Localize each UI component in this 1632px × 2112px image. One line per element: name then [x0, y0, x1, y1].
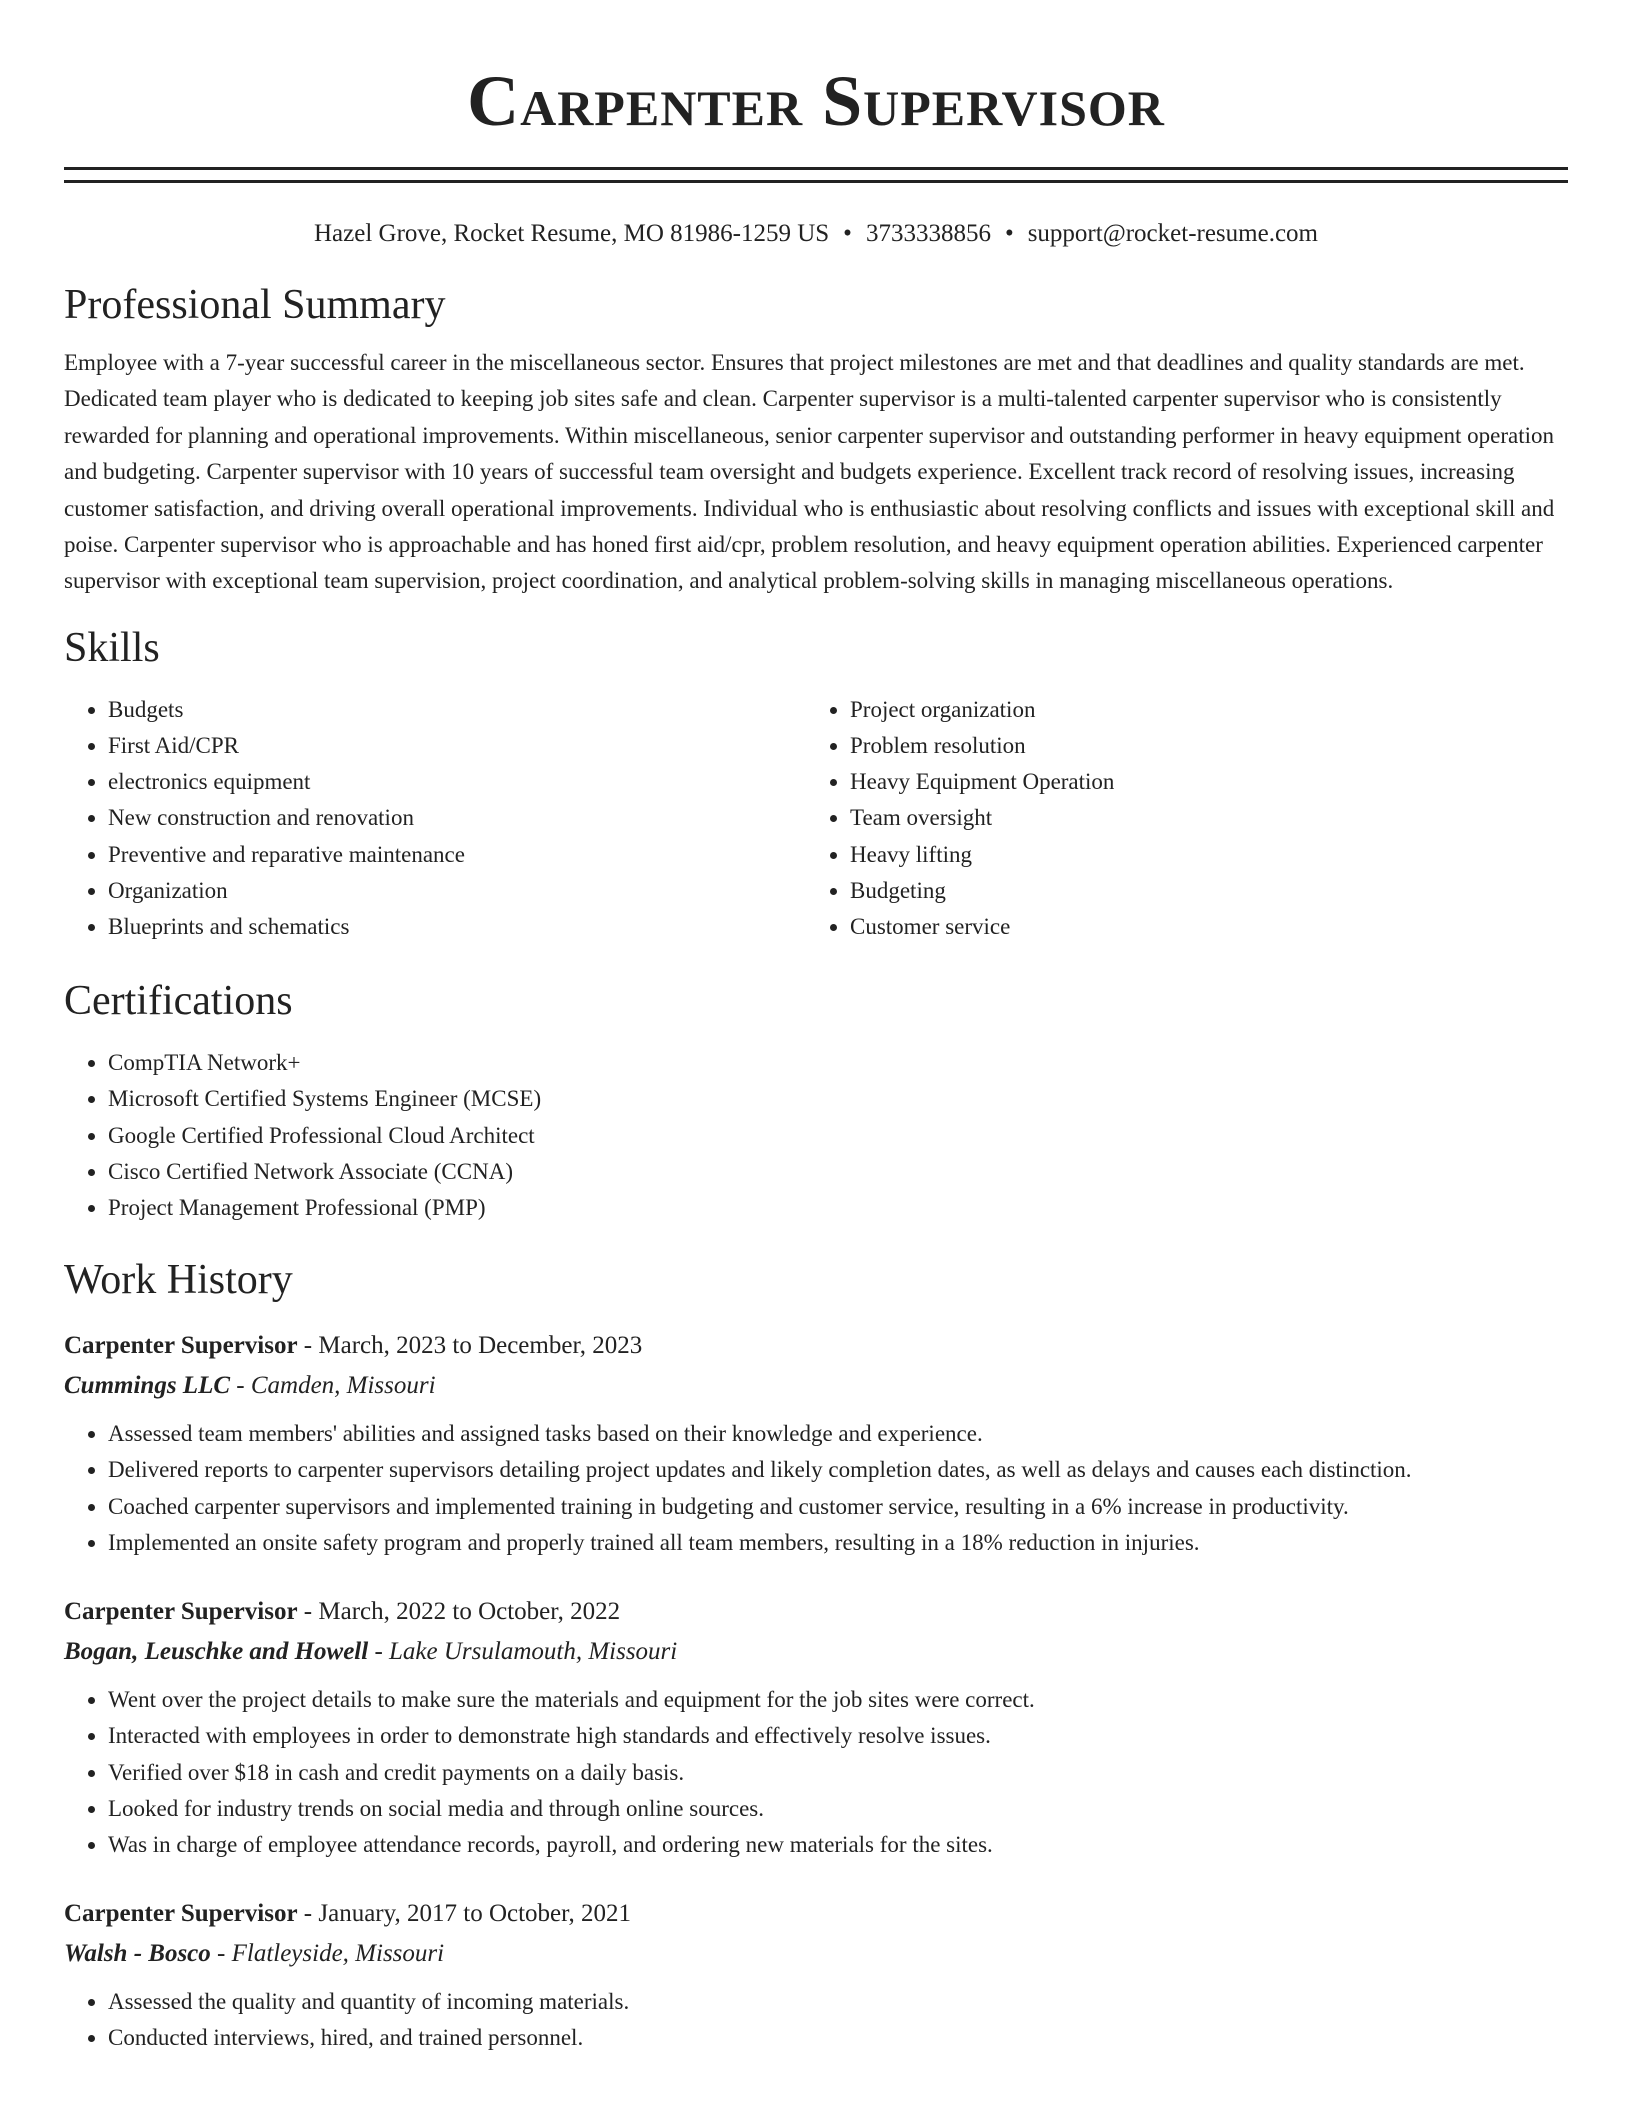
certifications-heading: Certifications — [64, 978, 293, 1025]
page-title: Carpenter Supervisor — [467, 61, 1165, 141]
skills-column-left — [64, 692, 806, 945]
job-bullet: • Interacted with employees in order to demonstrate high standards and effectively resolve issues. — [108, 1718, 1568, 1754]
job-dates: - March, 2022 to October, 2022 — [297, 1598, 621, 1626]
skill-item: • Project organization — [850, 692, 1548, 728]
skill-item: • Heavy lifting — [850, 837, 1548, 873]
job-bullet: • Verified over $18 in cash and credit payments on a daily basis. — [108, 1755, 1568, 1791]
summary-heading: Professional Summary — [64, 282, 446, 328]
certification-item: • Microsoft Certified Systems Engineer (MCSE) — [108, 1081, 1568, 1117]
job-bullets — [64, 1416, 1568, 1561]
skills-column-right — [806, 692, 1548, 945]
job-dates: - January, 2017 to October, 2021 — [297, 1900, 631, 1928]
skill-item: • Organization — [108, 873, 806, 909]
job-bullet: • Was in charge of employee attendance records, payroll, and ordering new materials for the sites. — [108, 1827, 1568, 1863]
job-title-line — [64, 1592, 1568, 1632]
contact-phone: 3733338856 — [865, 220, 991, 247]
job-bullets — [64, 1984, 1568, 2056]
contact-address: Hazel Grove, Rocket Resume, MO 81986-1259 US — [313, 220, 830, 247]
job-entry — [64, 1894, 1568, 2056]
job-dates: - March, 2023 to December, 2023 — [297, 1332, 643, 1360]
summary-text: Employee with a 7-year successful career in the miscellaneous sector. Ensures that project milestones are met and that deadlines and quality standards are met. Dedicated team player who is dedicated to keeping job sites safe and clean. Carpenter supervisor is a multi-talented carpenter supervisor who is consistently rewarded for planning and operational improvements. Within miscellaneous, senior carpenter supervisor and outstanding performer in heavy equipment operation and budgeting. Carpenter supervisor with 10 years of successful team oversight and budgets experience. Excellent track record of resolving issues, increasing customer satisfaction, and driving overall operational improvements. Individual who is enthusiastic about resolving conflicts and issues with exceptional skill and poise. Carpenter supervisor who is approachable and has honed first aid/cpr, problem resolution, and heavy equipment operation abilities. Experienced carpenter supervisor with exceptional team supervision, project coordination, and analytical problem-solving skills in managing miscellaneous operations. — [64, 350, 1555, 594]
skill-item: • Blueprints and schematics — [108, 909, 806, 945]
skills-list-right — [806, 692, 1548, 945]
skill-item: • First Aid/CPR — [108, 728, 806, 764]
job-title-line — [64, 1326, 1568, 1366]
contact-email[interactable]: support@rocket-resume.com — [1027, 220, 1318, 247]
job-bullet: • Assessed the quality and quantity of incoming materials. — [108, 1984, 1568, 2020]
job-bullet: • Coached carpenter supervisors and implemented training in budgeting and customer service, resulting in a 6% increase in productivity. — [108, 1489, 1568, 1525]
job-bullet: • Implemented an onsite safety program and properly trained all team members, resulting in a 18% reduction in injuries. — [108, 1525, 1568, 1561]
job-title-line — [64, 1894, 1568, 1934]
skills-heading: Skills — [64, 624, 160, 671]
resume-page — [64, 0, 1568, 2057]
skills-grid — [64, 692, 1568, 945]
skill-item: • Heavy Equipment Operation — [850, 764, 1548, 800]
skill-item: • Customer service — [850, 909, 1548, 945]
certification-item: • Project Management Professional (PMP) — [108, 1190, 1568, 1226]
skill-item: • Budgets — [108, 692, 806, 728]
job-location: - Flatleyside, Missouri — [210, 1940, 445, 1968]
job-bullet: • Assessed team members' abilities and assigned tasks based on their knowledge and experience. — [108, 1416, 1568, 1452]
job-company-line — [64, 1632, 1568, 1672]
job-bullet: • Looked for industry trends on social media and through online sources. — [108, 1791, 1568, 1827]
job-company-line — [64, 1934, 1568, 1974]
job-title: Carpenter Supervisor — [64, 1900, 298, 1928]
contact-line — [64, 217, 1568, 251]
certification-item: • Cisco Certified Network Associate (CCNA) — [108, 1154, 1568, 1190]
job-bullets — [64, 1682, 1568, 1863]
contact-separator: • — [843, 220, 852, 247]
job-bullet: • Delivered reports to carpenter supervisors detailing project updates and likely completion dates, as well as delays and causes each distinction. — [108, 1452, 1568, 1488]
job-company: Cummings LLC — [64, 1372, 231, 1400]
certifications-list — [64, 1045, 1568, 1226]
contact-separator: • — [1004, 220, 1014, 247]
job-entry — [64, 1592, 1568, 1863]
job-company: Bogan, Leuschke and Howell — [64, 1638, 369, 1666]
skills-list-left — [64, 692, 806, 945]
job-title: Carpenter Supervisor — [64, 1332, 298, 1360]
skill-item: • Team oversight — [850, 800, 1548, 836]
certification-item: • CompTIA Network+ — [108, 1045, 1568, 1081]
job-title: Carpenter Supervisor — [64, 1598, 298, 1626]
title-double-rule — [64, 167, 1568, 183]
work-history-heading: Work History — [64, 1257, 293, 1304]
skill-item: • Problem resolution — [850, 728, 1548, 764]
skill-item: • electronics equipment — [108, 764, 806, 800]
job-location: - Lake Ursulamouth, Missouri — [368, 1638, 678, 1666]
job-bullet: • Went over the project details to make sure the materials and equipment for the job sites were correct. — [108, 1682, 1568, 1718]
skill-item: • New construction and renovation — [108, 800, 806, 836]
job-bullet: • Conducted interviews, hired, and trained personnel. — [108, 2020, 1568, 2056]
job-location: - Camden, Missouri — [230, 1372, 436, 1400]
skill-item: • Preventive and reparative maintenance — [108, 837, 806, 873]
certification-item: • Google Certified Professional Cloud Architect — [108, 1118, 1568, 1154]
job-company: Walsh - Bosco — [64, 1940, 211, 1968]
skill-item: • Budgeting — [850, 873, 1548, 909]
job-entry — [64, 1326, 1568, 1561]
job-company-line — [64, 1366, 1568, 1406]
